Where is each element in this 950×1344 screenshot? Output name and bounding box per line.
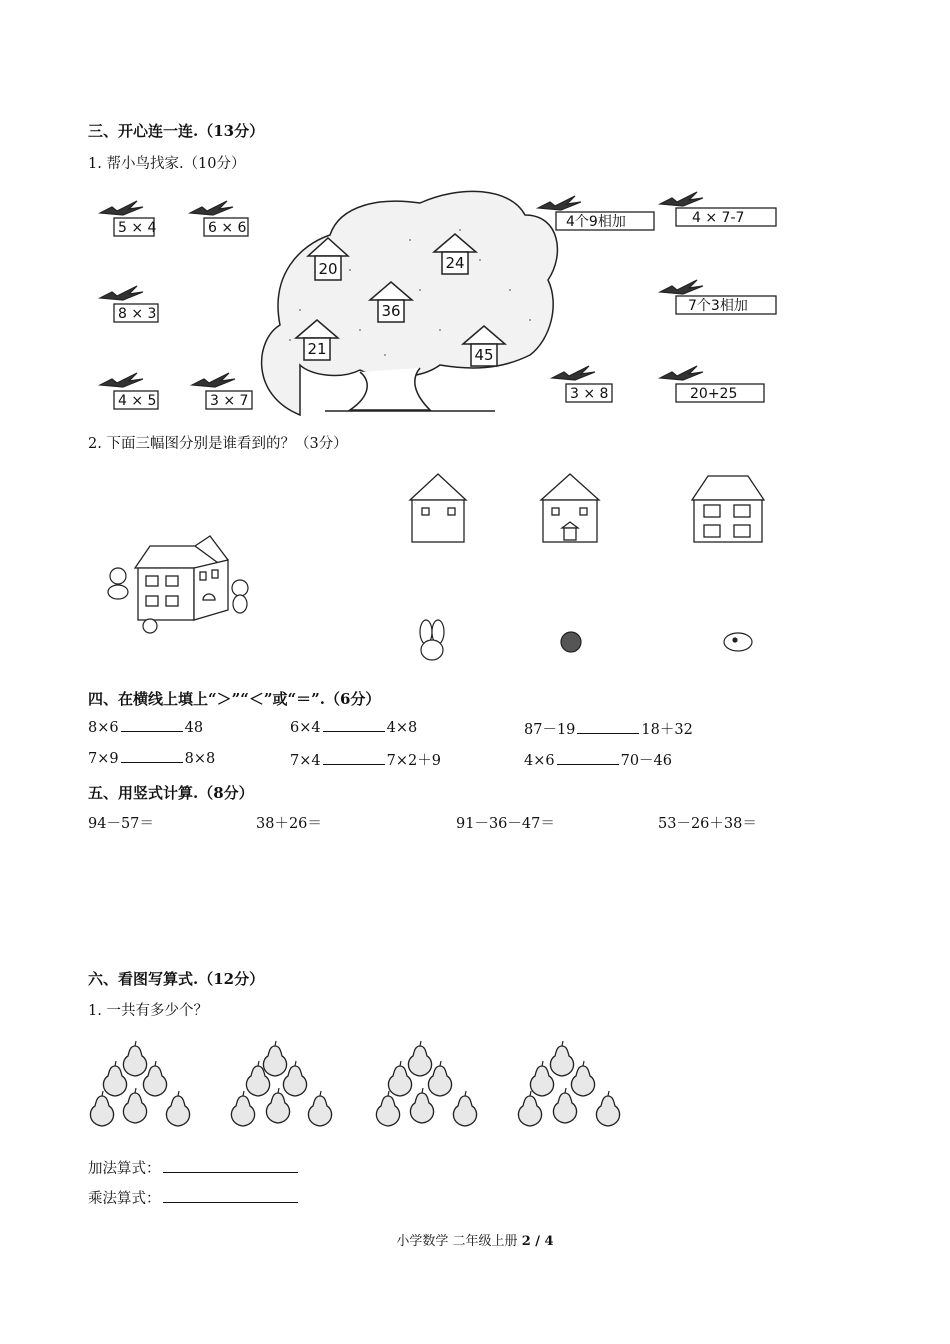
pear-icon [266,1088,289,1123]
bird-icon [190,201,233,215]
section-3-title: 三、开心连一连.（13分） [88,122,265,140]
house-label-21: 21 [307,340,327,358]
question-3-2: 2. 下面三幅图分别是谁看到的？（3分） [88,436,348,452]
bird-card-7: 7个3相加 [688,298,748,314]
pear-group [90,1041,189,1126]
multiplication-formula-line [88,1187,298,1208]
answer-blank[interactable] [323,751,385,765]
ladybug-icon [561,632,581,652]
pears-figure [80,1035,640,1145]
question-6-1: 1. 一共有多少个？ [88,1003,208,1019]
house-label-20: 20 [318,260,338,278]
pear-icon [123,1088,146,1123]
house-label-45: 45 [474,346,494,364]
calc-item: 94－57＝ [88,816,154,832]
pear-group [518,1041,619,1126]
ladybug-icon [143,619,157,633]
section-6-title: 六、看图写算式.（12分） [88,970,265,988]
bird-icon [100,201,143,215]
section-4-title: 四、在横线上填上“＞”“＜”或“＝”.（6分） [88,690,381,708]
compare-item: 7×9 8×8 [88,751,216,767]
bird-icon [100,286,143,300]
answer-blank[interactable] [323,718,385,732]
pear-icon [518,1091,541,1126]
pear-icon [453,1091,476,1126]
page-number: 2 / 4 [521,1234,554,1249]
main-house [135,536,228,620]
page-footer [0,1230,950,1249]
bird-icon [538,196,581,210]
answer-blank[interactable] [121,718,183,732]
bird-card-5: 4个9相加 [566,214,626,230]
answer-blank[interactable] [577,720,639,734]
compare-item: 6×4 4×8 [290,720,418,736]
pear-icon [596,1091,619,1126]
multiplication-label: 乘法算式： [88,1191,161,1207]
answer-blank[interactable] [557,751,619,765]
compare-item: 87－19 18＋32 [524,722,693,738]
footer-text: 小学数学 二年级上册 [396,1234,518,1249]
house-label-36: 36 [381,302,401,320]
pear-icon [376,1091,399,1126]
dog-icon [724,633,752,651]
bird-card-0: 5 × 4 [118,220,157,236]
bird-icon [552,366,595,380]
calc-item: 91－36－47＝ [456,816,555,832]
bird-card-9: 20+25 [690,386,738,402]
pear-icon [123,1041,146,1076]
bird-icon [192,373,235,387]
calc-item: 53－26＋38＝ [658,816,757,832]
pear-icon [550,1041,573,1076]
compare-item: 4×6 70－46 [524,753,673,769]
bird-card-3: 4 × 5 [118,393,157,409]
compare-item: 7×4 7×2＋9 [290,753,441,769]
bird-card-8: 3 × 8 [570,386,609,402]
pear-icon [90,1091,113,1126]
view-3 [692,476,764,542]
bird-icon [660,280,703,294]
dog-icon [110,568,126,584]
view-2 [541,474,599,542]
bird-icon [660,366,703,380]
answer-blank[interactable] [121,749,183,763]
section-5-title: 五、用竖式计算.（8分） [88,784,254,802]
pear-group [376,1041,476,1126]
calc-item: 38＋26＝ [256,816,322,832]
addition-label: 加法算式： [88,1161,161,1177]
house-label-24: 24 [445,254,465,272]
multiplication-answer-blank[interactable] [163,1189,298,1203]
pear-icon [410,1088,433,1123]
bird-card-2: 8 × 3 [118,306,157,322]
bird-icon [100,373,143,387]
bird-card-6: 4 × 7-7 [692,210,745,226]
pear-icon [263,1041,286,1076]
pear-icon [553,1088,576,1123]
rabbit-icon [420,620,444,660]
bird-icon [660,192,703,206]
pear-icon [571,1061,594,1096]
pear-icon [308,1091,331,1126]
view-1 [410,474,466,542]
monkey-icon [232,580,248,596]
addition-formula-line [88,1157,298,1178]
question-3-1: 1. 帮小鸟找家.（10分） [88,156,246,172]
pear-group [231,1041,331,1126]
bird-house-figure [0,180,950,420]
compare-item: 8×6 48 [88,720,204,736]
pear-icon [166,1091,189,1126]
pear-icon [231,1091,254,1126]
views-figure [0,460,950,680]
pear-icon [408,1041,431,1076]
bird-card-1: 6 × 6 [208,220,247,236]
bird-card-4: 3 × 7 [210,393,249,409]
addition-answer-blank[interactable] [163,1159,298,1173]
